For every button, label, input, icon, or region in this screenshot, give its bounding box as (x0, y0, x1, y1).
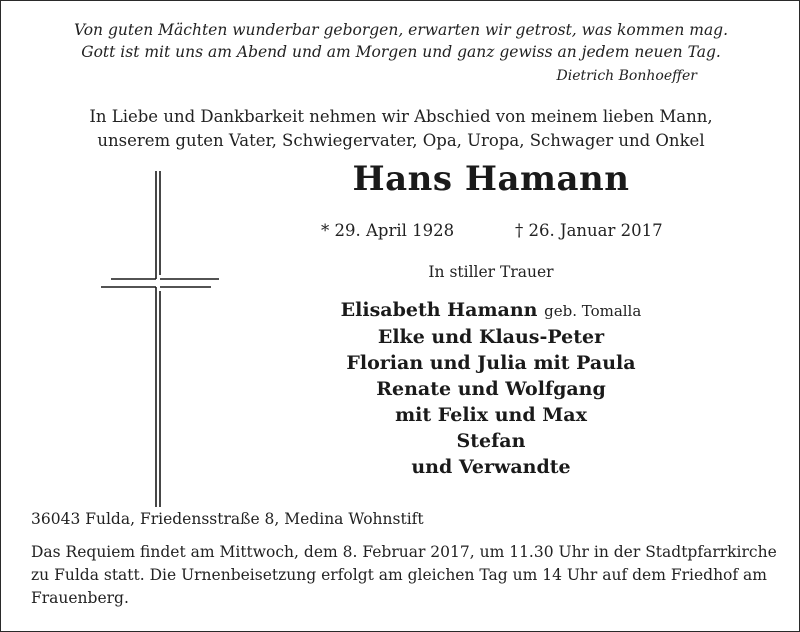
quote-line: Gott ist mit uns am Abend und am Morgen und ganz gewiss an jedem neuen Tag. (81, 43, 721, 61)
mourner-line: Renate und Wolfgang (376, 378, 606, 400)
mourner-line: und Verwandte (411, 456, 571, 478)
requiem-info (31, 541, 781, 610)
mourner-line: Florian und Julia mit Paula (346, 352, 636, 374)
address: 36043 Fulda, Friedensstraße 8, Medina Wohnstift (31, 510, 424, 528)
mourner-name: Elisabeth Hamann (340, 299, 538, 321)
quote-author: Dietrich Bonhoeffer (556, 68, 697, 84)
requiem-line: Frauenberg. (31, 589, 129, 607)
deceased-name: Hans Hamann (352, 159, 630, 199)
mourning-heading: In stiller Trauer (428, 263, 554, 281)
quote-line: Von guten Mächten wunderbar geborgen, erwarten wir getrost, was kommen mag. (73, 21, 729, 39)
farewell-intro (1, 105, 800, 153)
bonhoeffer-quote (1, 19, 800, 63)
intro-line: In Liebe und Dankbarkeit nehmen wir Abschied von meinem lieben Mann, (89, 107, 713, 126)
intro-line: unserem guten Vater, Schwiegervater, Opa, Uropa, Schwager und Onkel (97, 131, 705, 150)
mourner-line: Stefan (456, 430, 526, 452)
requiem-line: zu Fulda statt. Die Urnenbeisetzung erfolgt am gleichen Tag um 14 Uhr auf dem Friedhof am (31, 566, 767, 584)
mourners-list (261, 297, 721, 480)
birth-date: * 29. April 1928 (321, 221, 455, 240)
cross-icon (99, 169, 223, 509)
death-date: † 26. Januar 2017 (515, 221, 663, 240)
mourner-line: Elke und Klaus-Peter (377, 326, 605, 348)
requiem-line: Das Requiem findet am Mittwoch, dem 8. Februar 2017, um 11.30 Uhr in der Stadtpfarrkirche (31, 543, 777, 561)
maiden-name: geb. Tomalla (544, 302, 642, 320)
mourner-line: mit Felix und Max (395, 404, 587, 426)
mourner-spouse (261, 297, 721, 324)
